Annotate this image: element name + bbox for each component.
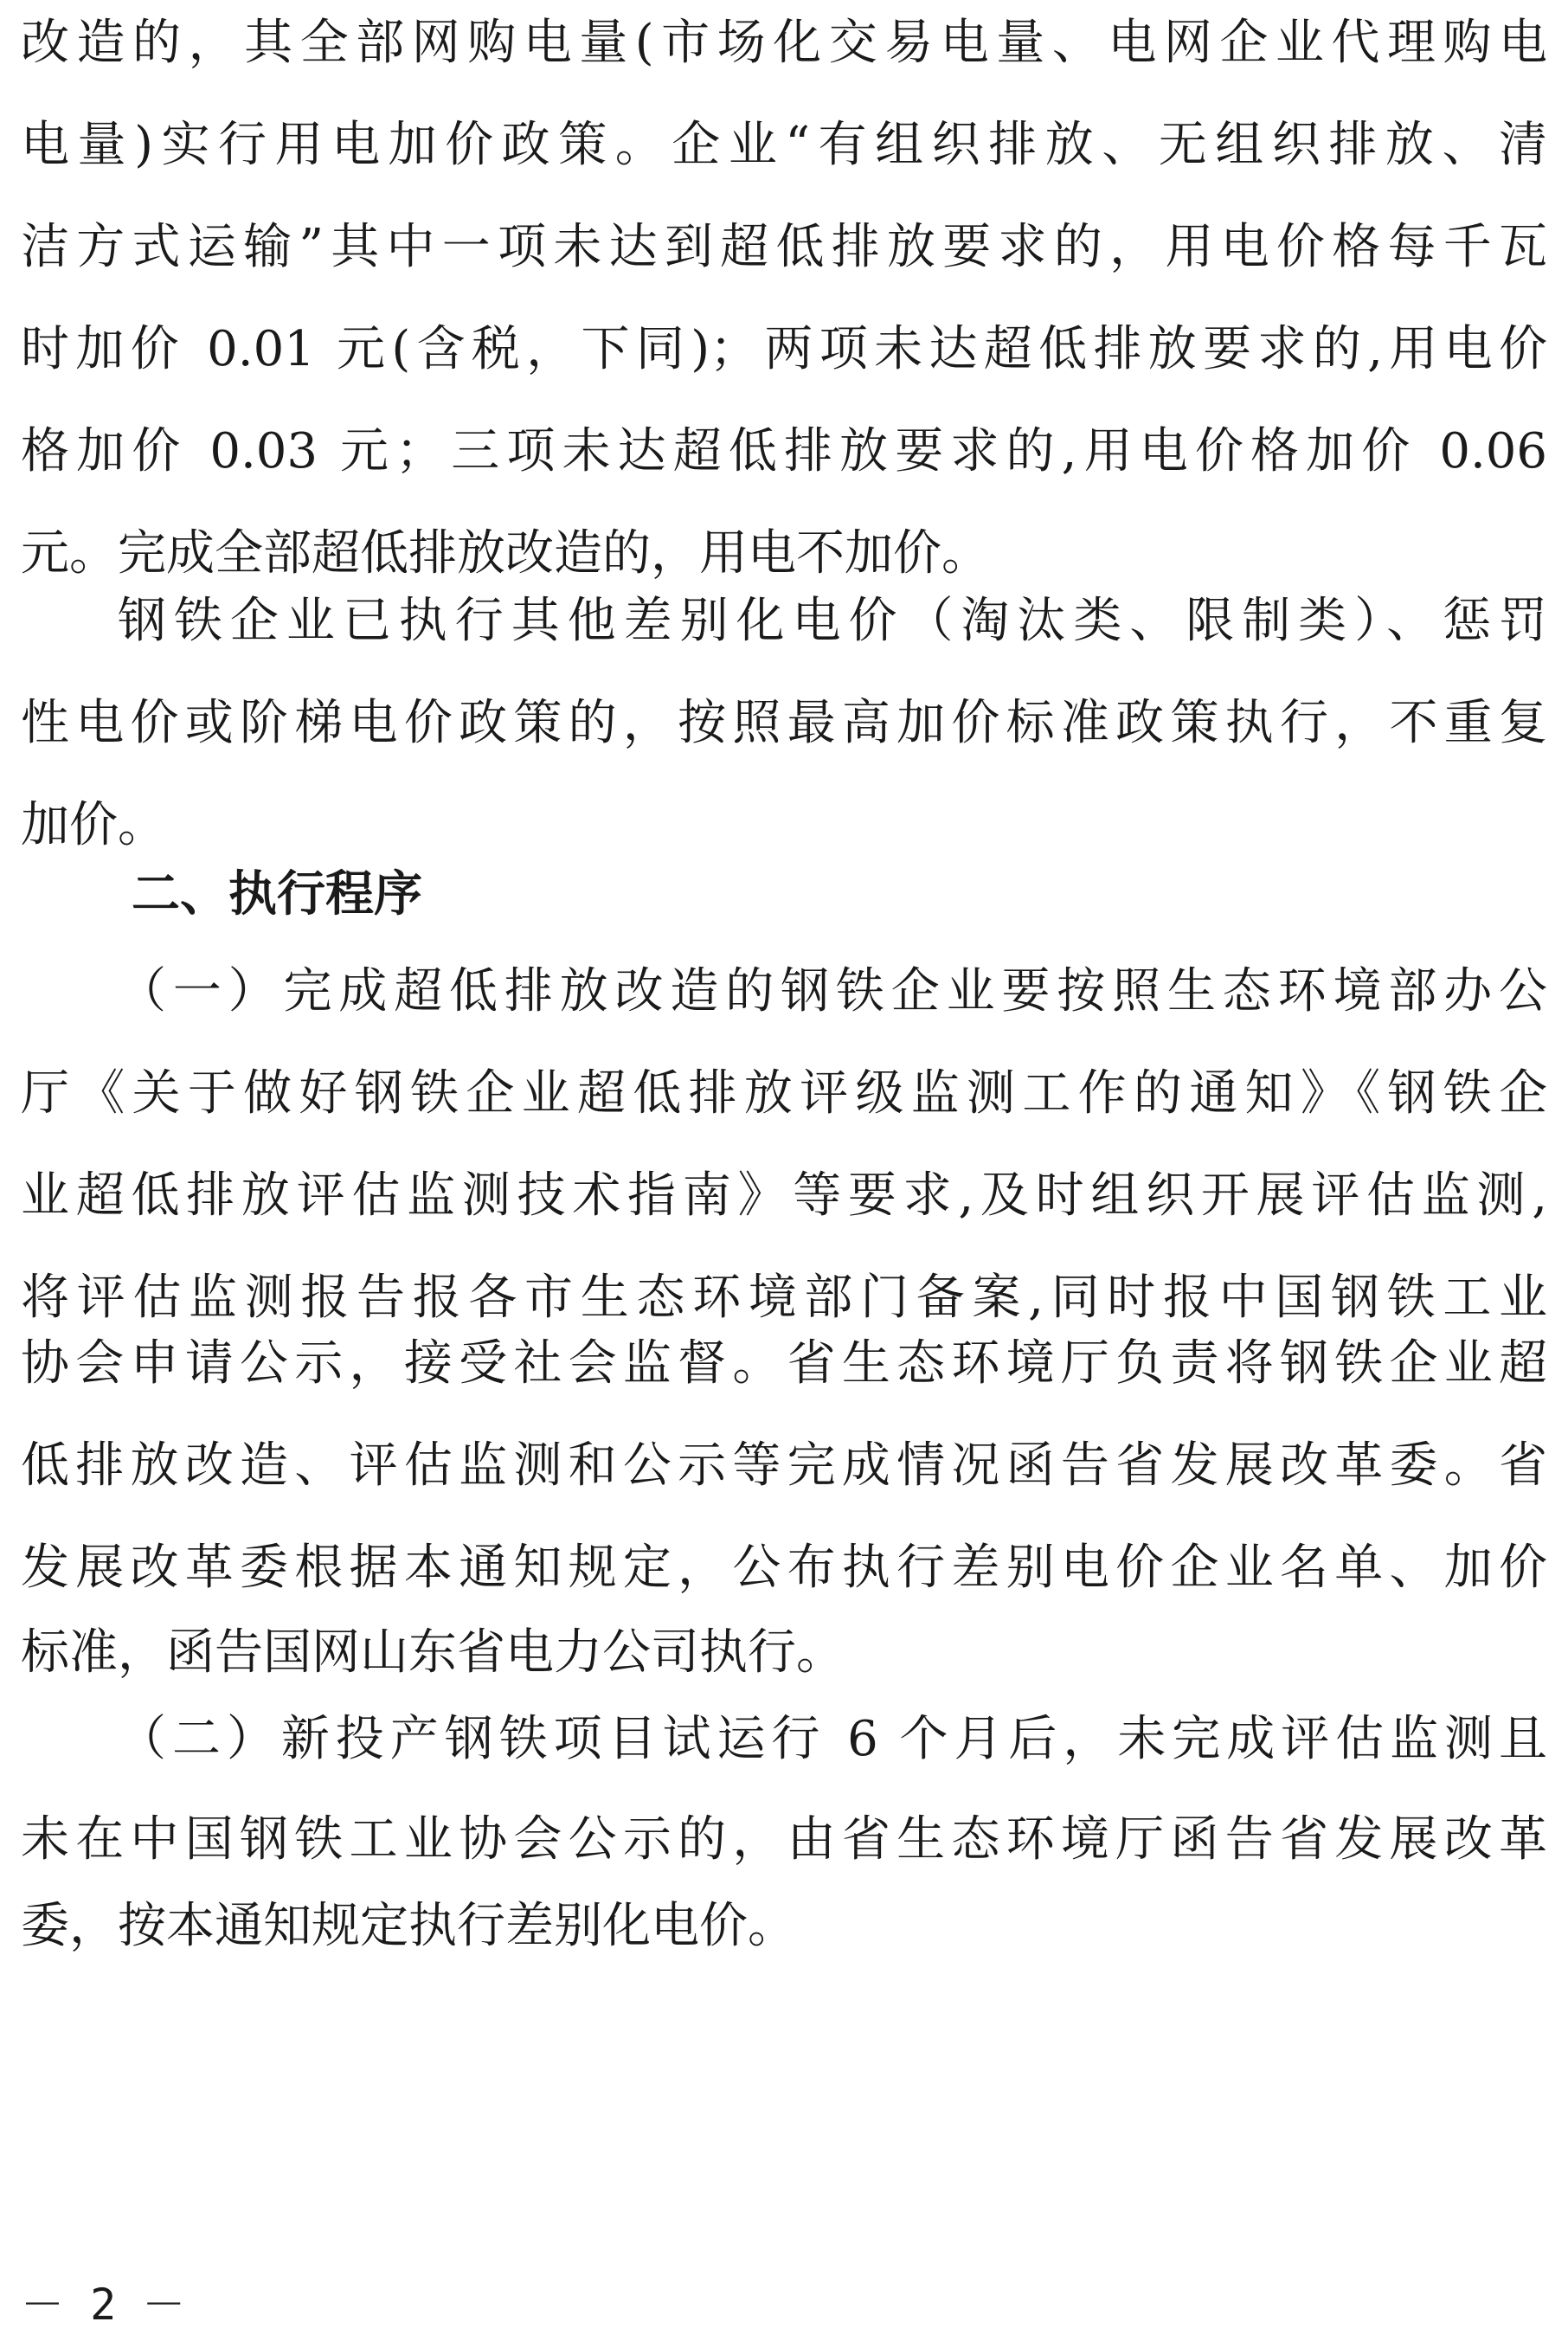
paragraph-4-line-2: 未在中国钢铁工业协会公示的，由省生态环境厅函告省发展改革 xyxy=(21,1811,1547,1868)
paragraph-4-line-1: （二）新投产钢铁项目试运行 6 个月后，未完成评估监测且 xyxy=(118,1711,1547,1767)
paragraph-2-line-3: 加价。 xyxy=(21,797,166,853)
section-heading: 二、执行程序 xyxy=(132,866,422,923)
paragraph-3-line-5: 协会申请公示，接受社会监督。省生态环境厅负责将钢铁企业超 xyxy=(21,1335,1547,1392)
paragraph-1-line-3: 洁方式运输”其中一项未达到超低排放要求的，用电价格每千瓦 xyxy=(21,219,1547,275)
paragraph-3-line-7: 发展改革委根据本通知规定，公布执行差别电价企业名单、加价 xyxy=(21,1540,1547,1596)
paragraph-3-line-1: （一）完成超低排放改造的钢铁企业要按照生态环境部办公 xyxy=(118,963,1547,1019)
paragraph-2-line-1: 钢铁企业已执行其他差别化电价（淘汰类、限制类）、惩罚 xyxy=(118,593,1547,649)
paragraph-3-line-4: 将评估监测报告报各市生态环境部门备案,同时报中国钢铁工业 xyxy=(21,1270,1547,1326)
paragraph-1-line-1: 改造的，其全部网购电量(市场化交易电量、电网企业代理购电 xyxy=(21,15,1547,71)
paragraph-1-line-6: 元。完成全部超低排放改造的，用电不加价。 xyxy=(21,525,990,582)
paragraph-2-line-2: 性电价或阶梯电价政策的，按照最高加价标准政策执行，不重复 xyxy=(21,695,1547,751)
paragraph-1-line-5: 格加价 0.03 元；三项未达超低排放要求的,用电价格加价 0.06 xyxy=(21,423,1547,479)
paragraph-1-line-2: 电量)实行用电加价政策。企业“有组织排放、无组织排放、清 xyxy=(21,117,1547,173)
paragraph-3-line-8: 标准，函告国网山东省电力公司执行。 xyxy=(21,1624,845,1681)
page-number: － 2 － xyxy=(21,2280,186,2330)
paragraph-1-line-4: 时加价 0.01 元(含税，下同)；两项未达超低排放要求的,用电价 xyxy=(21,321,1547,377)
paragraph-4-line-3: 委，按本通知规定执行差别化电价。 xyxy=(21,1898,796,1954)
paragraph-3-line-2: 厅《关于做好钢铁企业超低排放评级监测工作的通知》《钢铁企 xyxy=(21,1065,1547,1122)
paragraph-3-line-3: 业超低排放评估监测技术指南》等要求,及时组织开展评估监测, xyxy=(21,1167,1547,1224)
paragraph-3-line-6: 低排放改造、评估监测和公示等完成情况函告省发展改革委。省 xyxy=(21,1437,1547,1494)
